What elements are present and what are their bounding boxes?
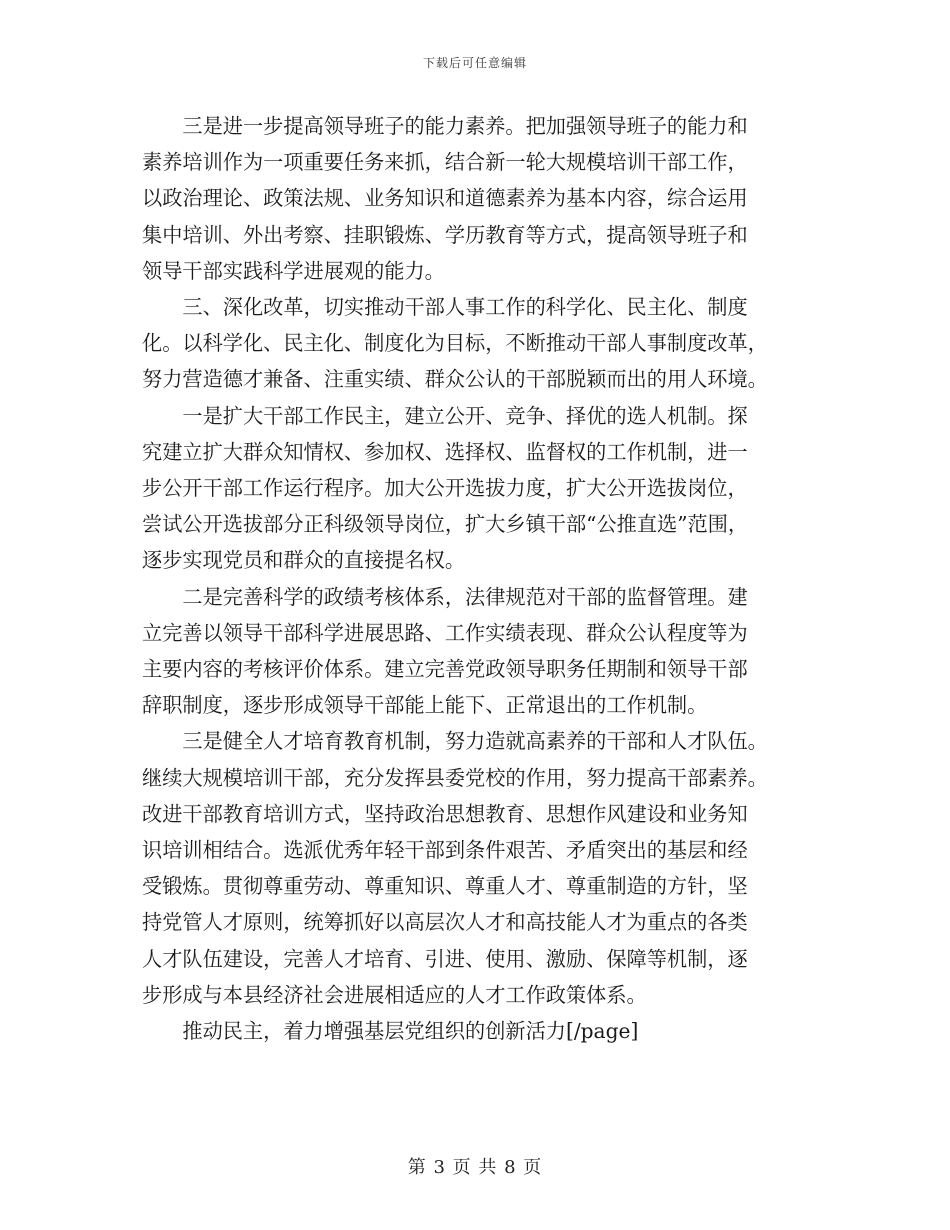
text-line: 究建立扩大群众知情权、参加权、选择权、监督权的工作机制，进一 xyxy=(142,439,748,464)
text-line: 受锻炼。贯彻尊重劳动、尊重知识、尊重人才、尊重制造的方针，坚 xyxy=(142,874,748,899)
text-line: 辞职制度，逐步形成领导干部能上能下、正常退出的工作机制。 xyxy=(142,693,708,718)
text-line: 识培训相结合。选派优秀年轻干部到条件艰苦、矛盾突出的基层和经 xyxy=(142,838,748,863)
text-line: 以政治理论、政策法规、业务知识和道德素养为基本内容，综合运用 xyxy=(142,186,748,211)
text-line: 逐步实现党员和群众的直接提名权。 xyxy=(142,548,466,573)
text-line: 化。以科学化、民主化、制度化为目标，不断推动干部人事制度改革， xyxy=(142,331,768,356)
text-line: 努力营造德才兼备、注重实绩、群众公认的干部脱颖而出的用人环境。 xyxy=(142,367,768,392)
text-line: 立完善以领导干部科学进展思路、工作实绩表现、群众公认程度等为 xyxy=(142,620,748,645)
text-line: 二是完善科学的政绩考核体系，法律规范对干部的监督管理。建 xyxy=(182,584,748,609)
text-line: 尝试公开选拔部分正科级领导岗位，扩大乡镇干部“公推直选”范围， xyxy=(142,512,749,537)
text-line: 领导干部实践科学进展观的能力。 xyxy=(142,258,445,283)
text-line: 三是进一步提高领导班子的能力素养。把加强领导班子的能力和 xyxy=(182,114,748,138)
text-line: 推动民主，着力增强基层党组织的创新活力[/page] xyxy=(182,1019,639,1044)
text-line: 一是扩大干部工作民主，建立公开、竞争、择优的选人机制。探 xyxy=(182,403,748,428)
text-line: 素养培训作为一项重要任务来抓，结合新一轮大规模培训干部工作， xyxy=(142,150,748,175)
page-header: 下载后可任意编辑 xyxy=(422,56,527,70)
paragraph xyxy=(142,723,808,1013)
text-line: 继续大规模培训干部，充分发挥县委党校的作用，努力提高干部素养。 xyxy=(142,765,768,790)
text-line: 持党管人才原则，统筹抓好以高层次人才和高技能人才为重点的各类 xyxy=(142,910,748,935)
text-line: 三是健全人才培育教育机制，努力造就高素养的干部和人才队伍。 xyxy=(182,729,768,754)
text-line: 步形成与本县经济社会进展相适应的人才工作政策体系。 xyxy=(142,982,647,1007)
page-number: 第 3 页 共 8 页 xyxy=(407,1157,543,1178)
paragraph xyxy=(142,579,808,724)
text-line: 三、深化改革，切实推动干部人事工作的科学化、民主化、制度 xyxy=(182,295,748,320)
text-line: 人才队伍建设，完善人才培育、引进、使用、激励、保障等机制，逐 xyxy=(142,946,748,971)
text-line: 集中培训、外出考察、挂职锻炼、学历教育等方式，提高领导班子和 xyxy=(142,222,748,247)
paragraph xyxy=(142,1013,808,1049)
text-line: 主要内容的考核评价体系。建立完善党政领导职务任期制和领导干部 xyxy=(142,657,748,682)
text-line: 步公开干部工作运行程序。加大公开选拔力度，扩大公开选拔岗位， xyxy=(142,476,748,501)
text-line: 改进干部教育培训方式，坚持政治思想教育、思想作风建设和业务知 xyxy=(142,801,748,826)
paragraph xyxy=(142,108,808,289)
document-body xyxy=(142,108,808,1049)
paragraph xyxy=(142,289,808,398)
paragraph xyxy=(142,398,808,579)
